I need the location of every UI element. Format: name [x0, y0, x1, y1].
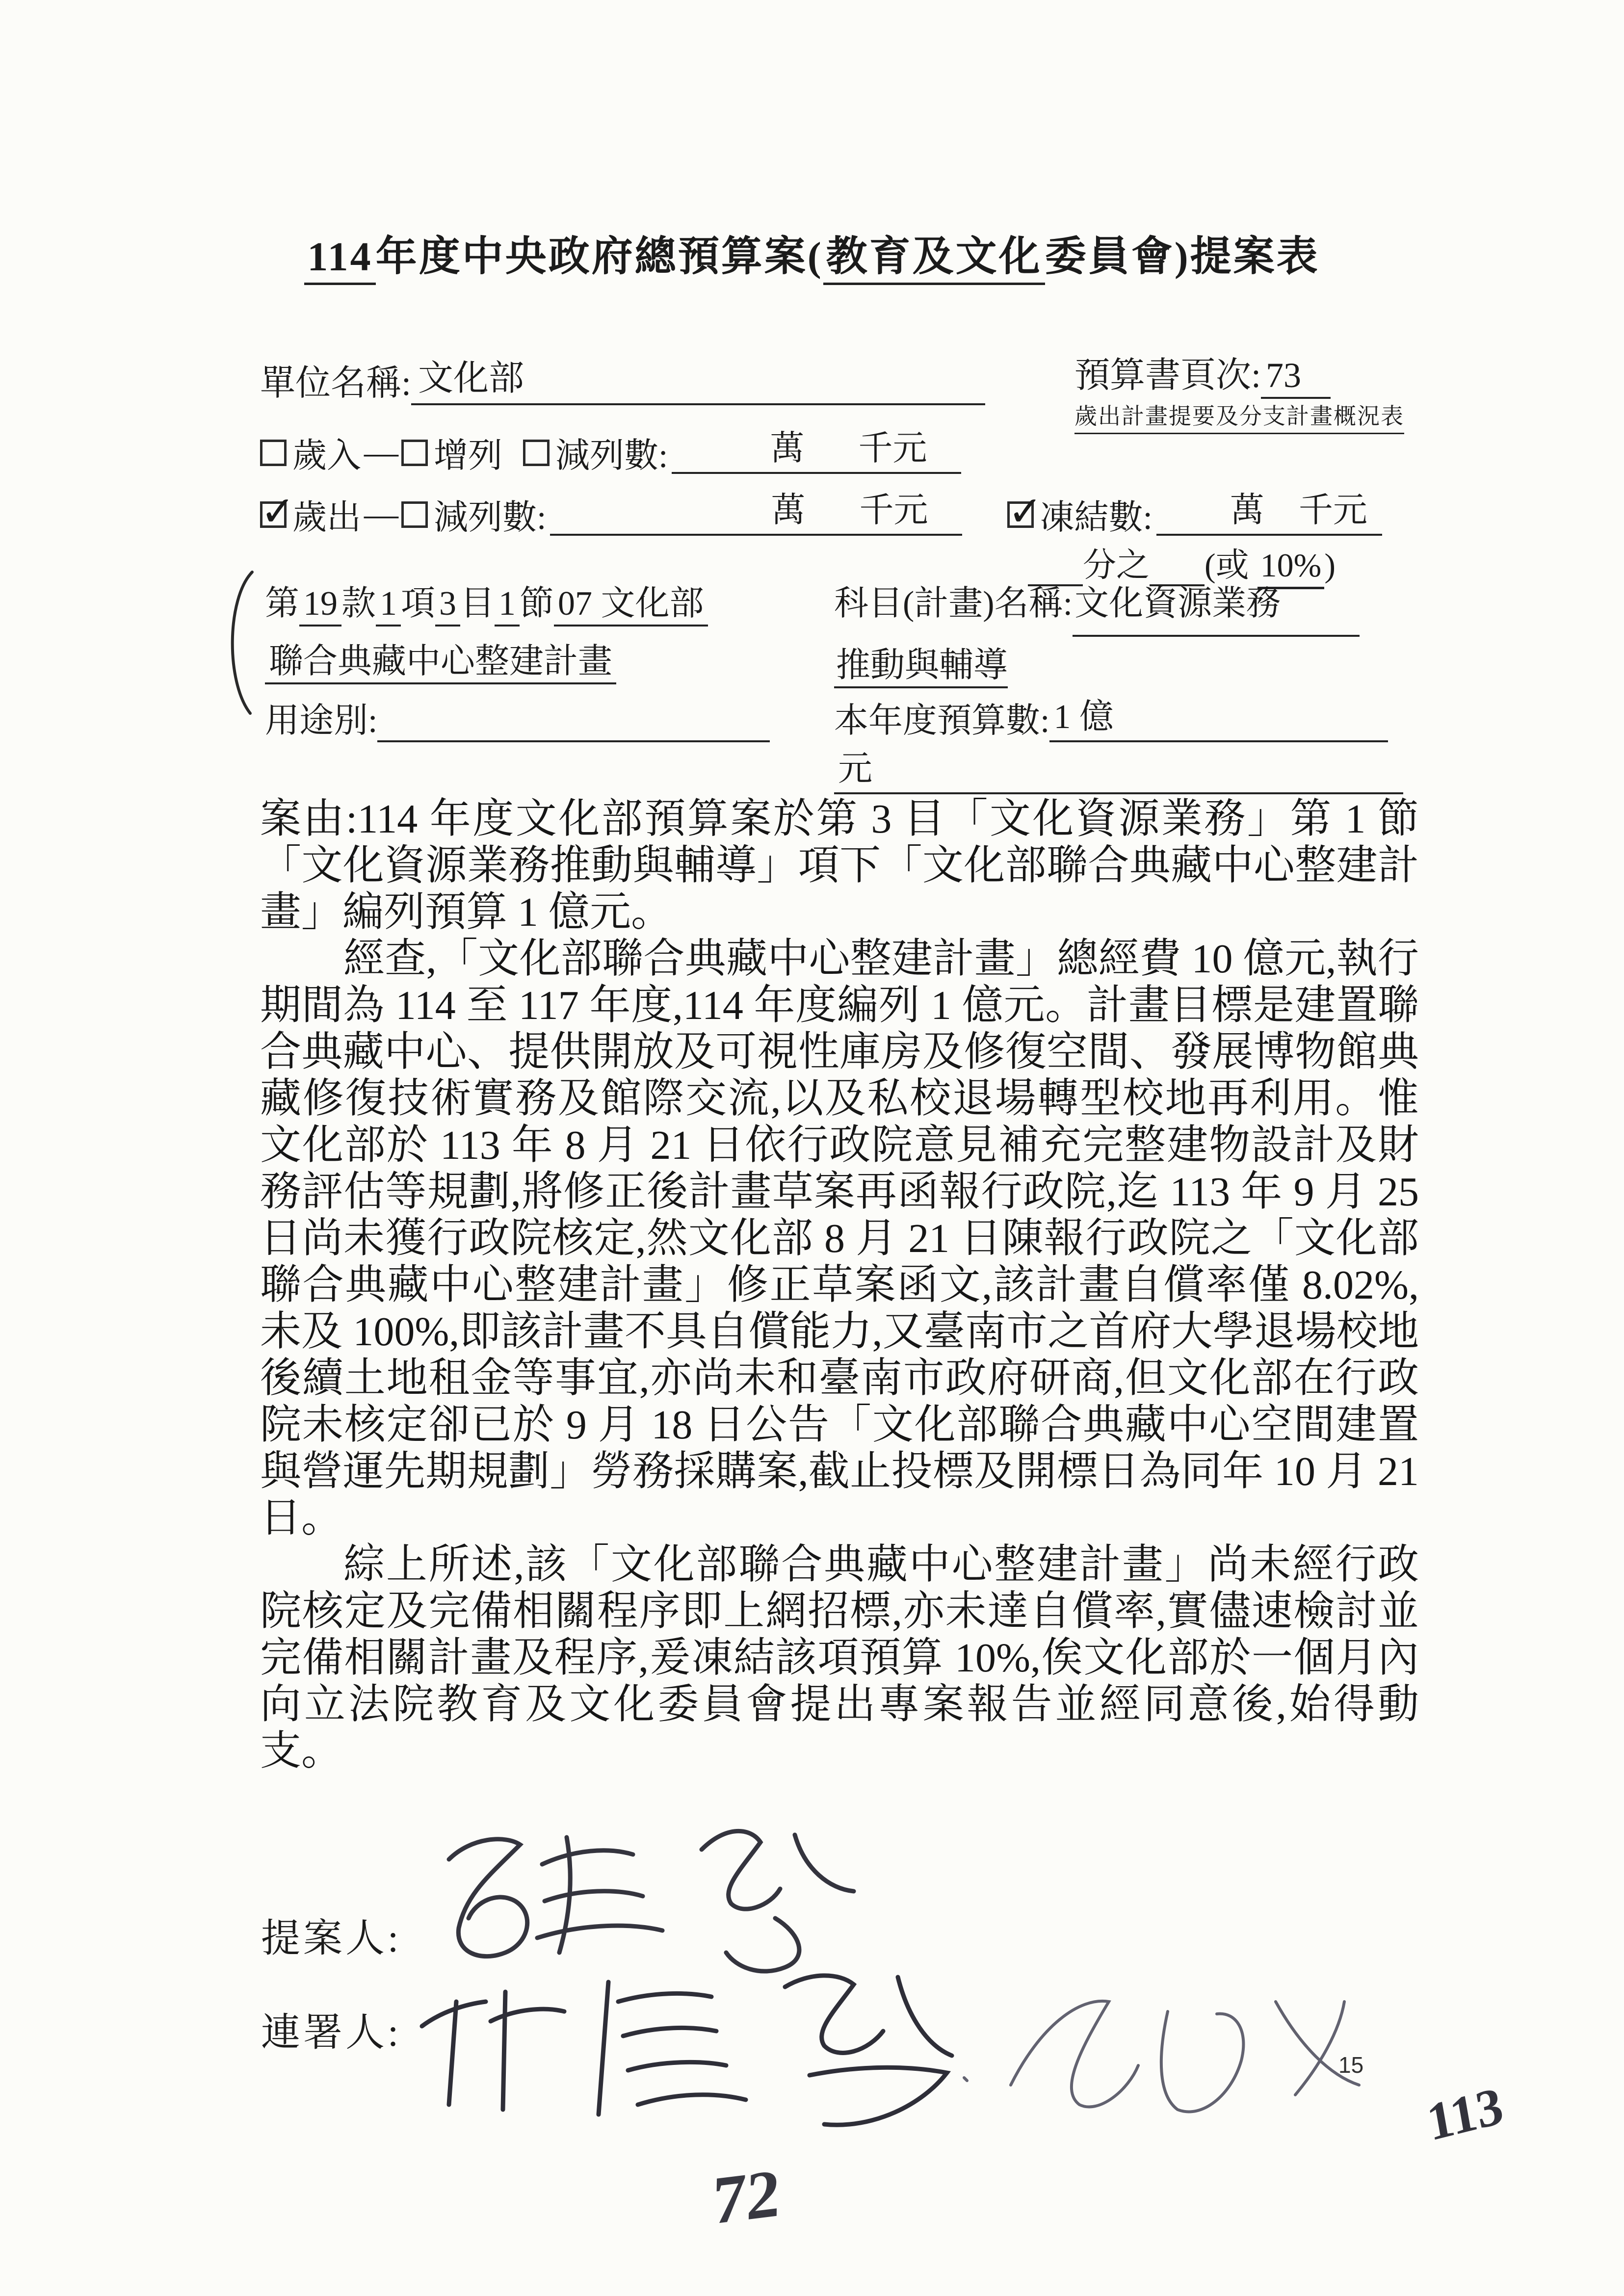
document-title	[0, 223, 1624, 283]
purpose-blank	[377, 703, 770, 742]
unit-qianyuan-label: 千元	[858, 429, 927, 468]
expenditure-cut-label: 減列數:	[434, 499, 547, 537]
page-number: 15	[1338, 2052, 1364, 2078]
revenue-cut-blank	[672, 429, 961, 474]
review-paragraph: 經查,「文化部聯合典藏中心整建計畫」總經費 10 億元,執行期間為 114 至 117 年度,114 年度編列 1 億元。計畫目標是建置聯合典藏中心、提供開放及可視性庫房及修復空間、發展博物館典藏修復技術實務及館際交流,以及私校退場轉型校地再利用。惟文化部於 113 年 8 月 21 日依行政院意見補充完整建物設計及財務評估等規劃,將修正後計畫草案再函報行政院,迄 113 年 9 月 25 日尚未獲行政院核定,然文化部 8 月 21 日陳報行政院之「文化部聯合典藏中心整建計畫」修正草案函文,該計畫自償率僅 8.02%,未及 100%,即該計畫不具自償能力,又臺南市之首府大學退場校地後續土地租金等事宜,亦尚未和臺南市政府研商,但文化部在行政院未核定卻已於 9 月 18 日公告「文化部聯合典藏中心空間建置與營運先期規劃」勞務採購案,截止投標及開標日為同年 10 月 21 日。	[260, 936, 1419, 1541]
title-seg2: 委員會)提案表	[1045, 234, 1320, 280]
revenue-checkbox	[260, 440, 287, 466]
purpose-label: 用途別:	[265, 702, 378, 740]
budget-book-page-label: 預算書頁次:	[1074, 356, 1261, 395]
budget-amount-row	[834, 689, 1388, 742]
item-jie: 節	[520, 585, 554, 623]
left-bracket-icon	[220, 569, 259, 716]
subject-value-line2: 推動與輔導	[834, 647, 1008, 688]
freeze-blank	[1156, 491, 1382, 536]
subject-line1	[834, 575, 1418, 637]
item-xiang-no: 1	[376, 585, 401, 626]
unit-name-row	[260, 349, 985, 405]
title-seg1: 年度中央政府總預算案(	[375, 234, 823, 280]
item-xiang: 項	[401, 585, 435, 623]
subject-block	[834, 575, 1418, 695]
unit-wan-label: 萬	[771, 491, 806, 529]
budget-book-page-row	[1074, 346, 1331, 397]
budget-amount-unit: 元	[834, 741, 1403, 794]
cosigner-label: 連署人:	[261, 2011, 402, 2055]
expenditure-checkbox-checked	[260, 487, 295, 535]
expenditure-cut-checkbox	[401, 501, 428, 528]
handwritten-folio-number: 113	[1422, 2076, 1507, 2153]
revenue-label: 歲入	[292, 437, 361, 475]
item-prefix: 第	[265, 585, 299, 623]
expenditure-row	[260, 487, 1382, 539]
cosigner-signature-1	[422, 1976, 952, 2125]
check-icon: ✓	[1008, 487, 1043, 535]
unit-wan-label: 萬	[770, 429, 805, 468]
unit-qianyuan-label: 千元	[1298, 491, 1367, 529]
title-committee: 教育及文化	[823, 234, 1045, 285]
increase-label: 增列	[434, 437, 502, 475]
item-number-line1	[265, 575, 829, 633]
expenditure-label: 歲出	[292, 499, 361, 537]
item-kuan-no: 19	[299, 585, 341, 626]
revenue-cut-checkbox	[523, 440, 550, 466]
budget-amount-value: 1 億	[1049, 689, 1388, 742]
signatures-layer	[343, 1791, 1521, 2281]
revenue-cut-label: 減列數:	[555, 437, 668, 475]
budget-amount-label: 本年度預算數:	[834, 702, 1050, 740]
item-name-line2: 聯合典藏中心整建計畫	[265, 643, 616, 684]
case-description-paragraph: 案由:114 年度文化部預算案於第 3 目「文化資源業務」第 1 節「文化資源業務推動與輔導」項下「文化部聯合典藏中心整建計畫」編列預算 1 億元。	[260, 796, 1419, 935]
increase-checkbox	[401, 440, 428, 466]
subject-label: 科目(計畫)名稱:	[834, 585, 1073, 623]
fraction-or-open: (或	[1205, 547, 1249, 584]
revenue-row	[260, 428, 961, 477]
budget-item-number	[265, 575, 829, 691]
proposal-body	[260, 796, 1419, 1774]
proposer-signature	[449, 1831, 854, 1971]
budget-book-page-note: 歲出計畫提要及分支計畫概況表	[1074, 398, 1404, 434]
unit-name-label: 單位名稱:	[260, 364, 412, 403]
item-name-line1: 07 文化部	[554, 585, 708, 626]
connector-dash: —	[364, 433, 398, 471]
budget-amount-unit-row	[834, 741, 1403, 794]
unit-qianyuan-label: 千元	[859, 491, 928, 529]
unit-wan-label: 萬	[1230, 491, 1264, 529]
connector-dash: —	[364, 495, 398, 533]
item-number-line2	[265, 633, 829, 691]
expenditure-cut-blank	[550, 491, 962, 536]
item-mu: 目	[460, 585, 495, 623]
fraction-label: 分之	[1083, 547, 1150, 584]
purpose-row	[265, 693, 770, 742]
freeze-checkbox-checked	[1007, 487, 1043, 535]
fraction-or-close: )	[1324, 547, 1336, 584]
cosigner-signature-2	[964, 2001, 1359, 2112]
item-kuan: 款	[341, 585, 376, 623]
proposer-label: 提案人:	[261, 1917, 402, 1960]
title-year: 114	[304, 234, 375, 285]
freeze-label: 凍結數:	[1040, 499, 1153, 537]
conclusion-paragraph: 綜上所述,該「文化部聯合典藏中心整建計畫」尚未經行政院核定及完備相關程序即上網招標,亦未達自償率,實儘速檢討並完備相關計畫及程序,爰凍結該項預算 10%,俟文化部於一個月內向立法院教育及文化委員會提出專案報告並經同意後,始得動支。	[260, 1542, 1419, 1774]
fraction-percent: 10%	[1257, 547, 1325, 589]
subject-line2	[834, 637, 1418, 695]
handwritten-mark: 72	[712, 2154, 781, 2239]
unit-name-value: 文化部	[411, 349, 985, 405]
item-jie-no: 1	[495, 585, 520, 626]
item-mu-no: 3	[435, 585, 460, 626]
budget-book-page-value: 73	[1261, 356, 1331, 399]
check-icon: ✓	[261, 487, 295, 535]
subject-value-line1: 文化資源業務	[1073, 575, 1360, 637]
